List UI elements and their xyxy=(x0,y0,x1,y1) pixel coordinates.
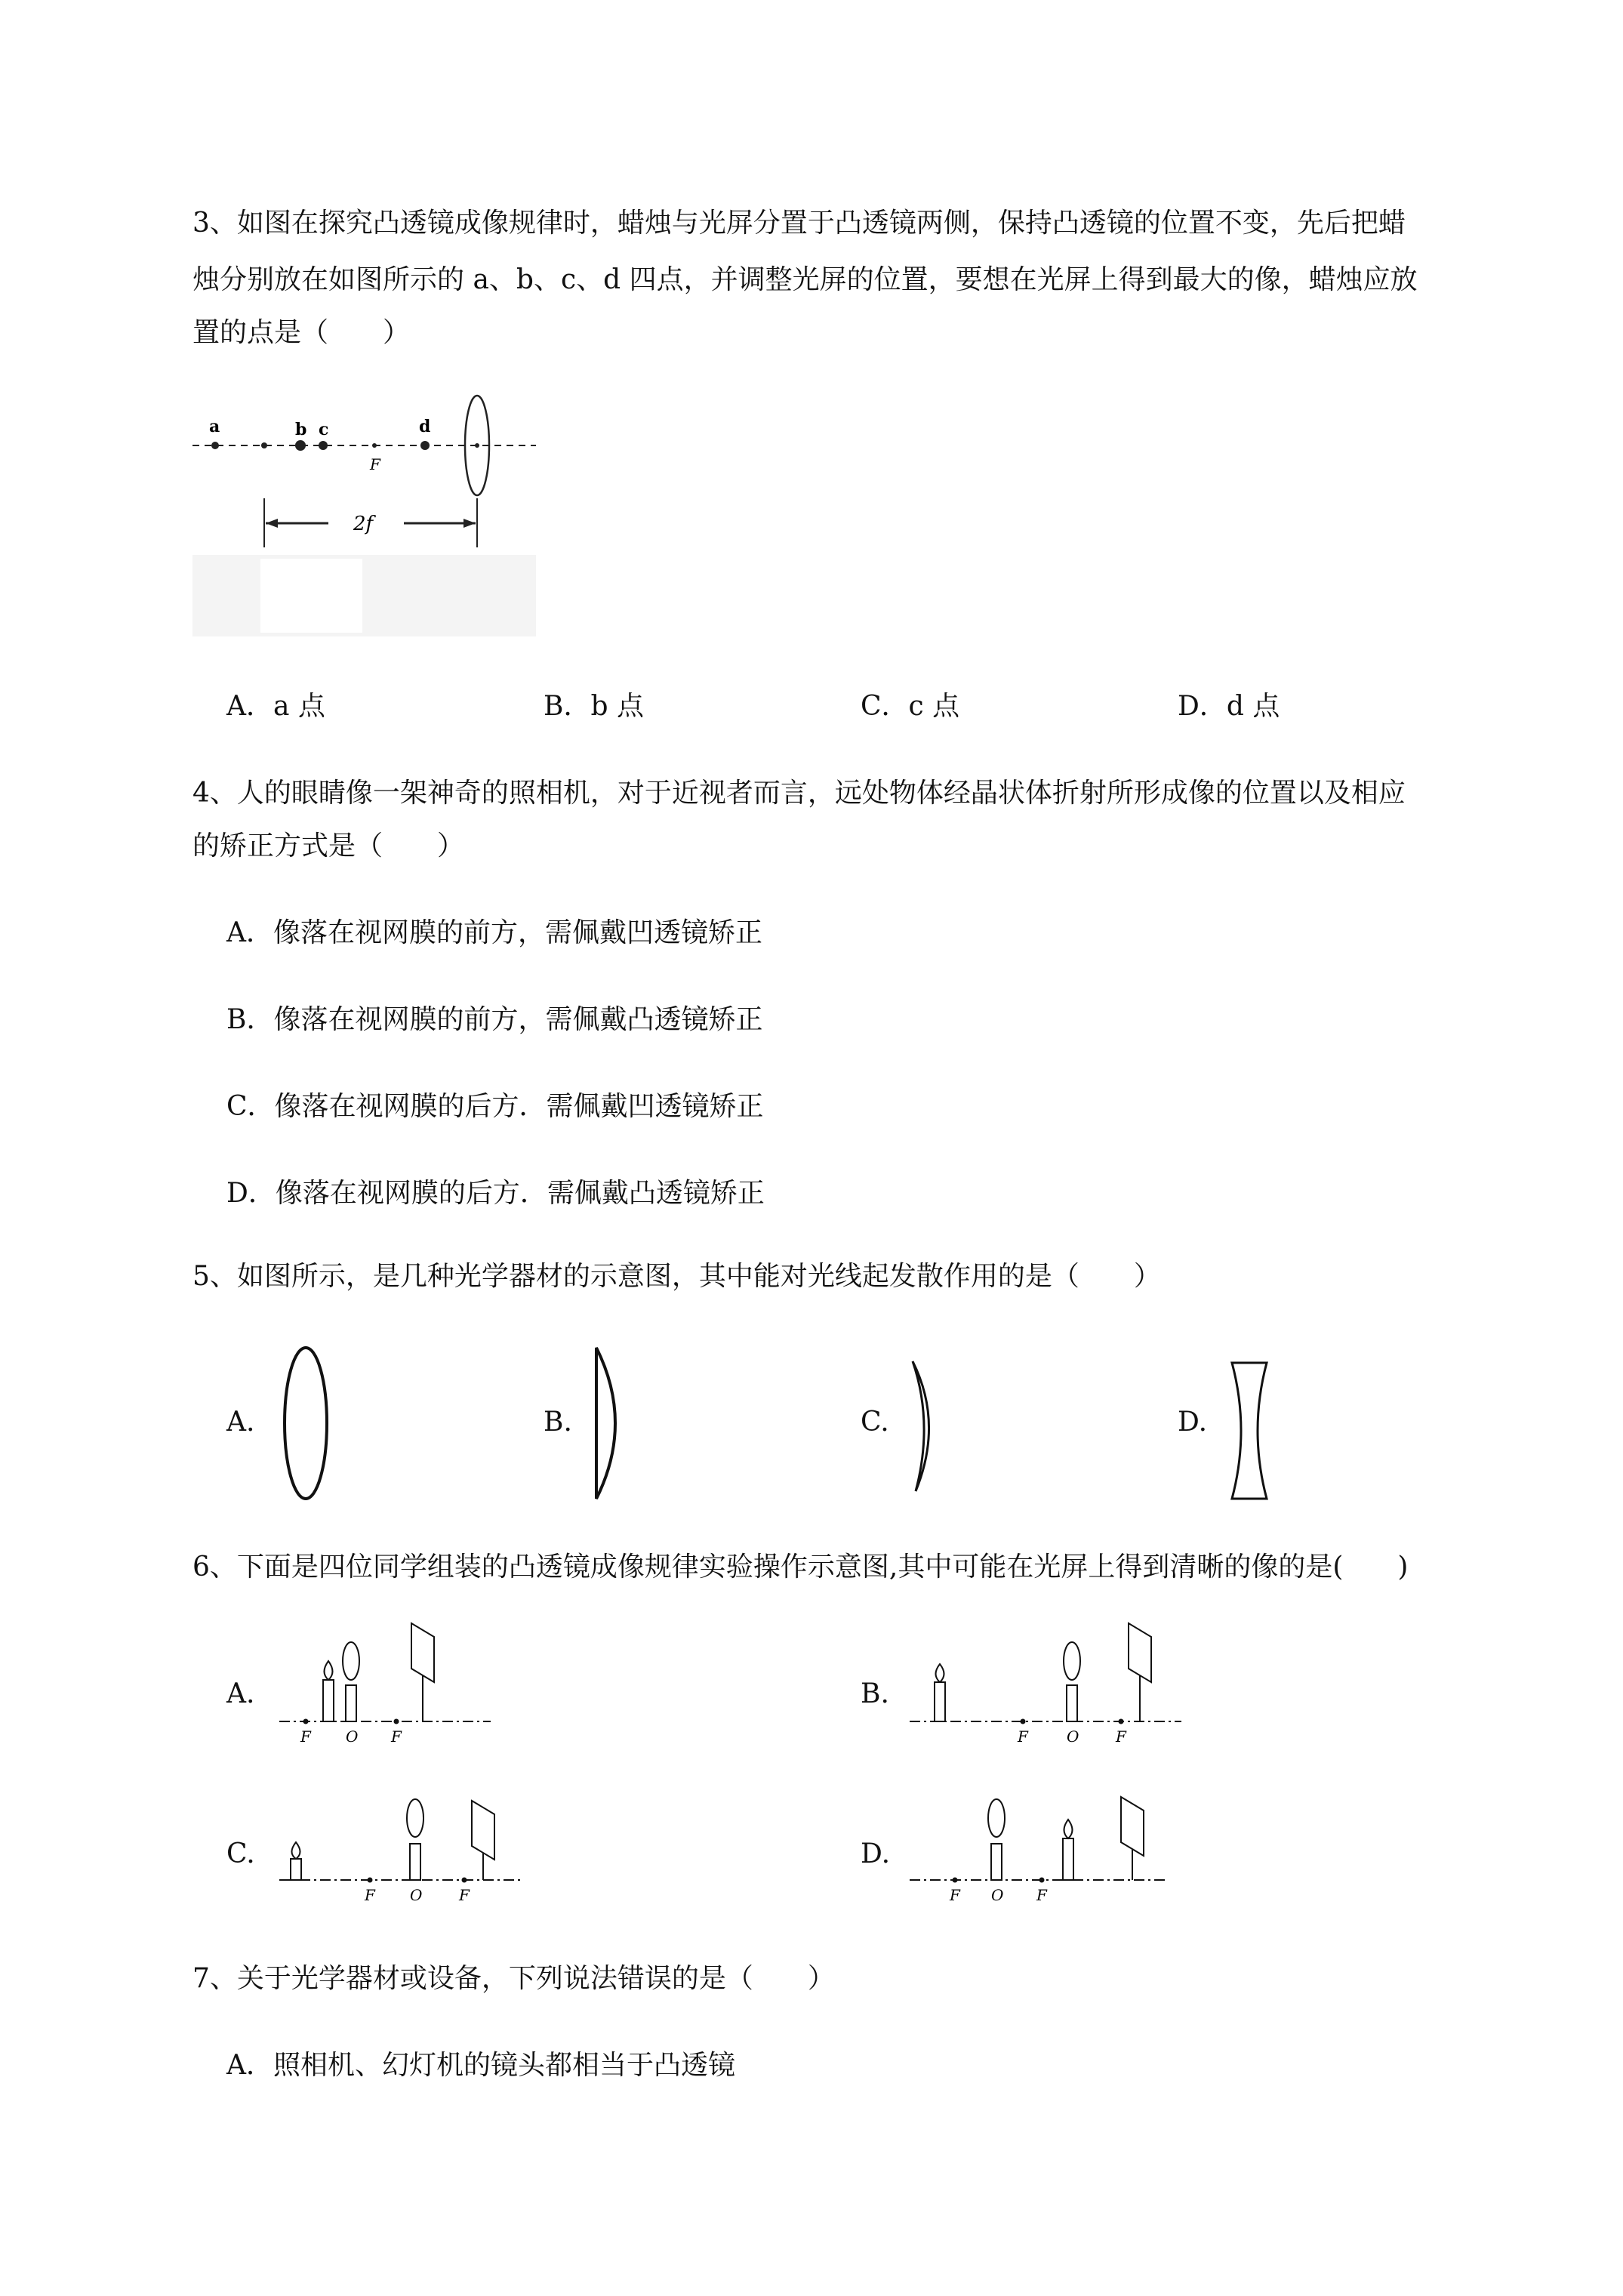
q3-line-1: 3、如图在探究凸透镜成像规律时，蜡烛与光屏分置于凸透镜两侧，保持凸透镜的位置不变，先后把蜡 xyxy=(192,208,1406,239)
svg-text:O: O xyxy=(991,1886,1004,1904)
point-b xyxy=(295,440,306,451)
q4-line-1: 4、人的眼睛像一架神奇的照相机，对于近视者而言，远处物体经晶状体折射所形成像的位置以及相应 xyxy=(192,778,1406,809)
plano-convex-lens-figure xyxy=(585,1340,638,1506)
svg-text:F: F xyxy=(365,1886,375,1904)
q4-option-b[interactable]: B．像落在视网膜的前方，需佩戴凸透镜矫正 xyxy=(226,1004,763,1035)
q7-line: 7、关于光学器材或设备，下列说法错误的是（ ） xyxy=(192,1963,835,1994)
q6-option-b[interactable]: B. xyxy=(861,1678,889,1709)
q7-option-a[interactable]: A．照相机、幻灯机的镜头都相当于凸透镜 xyxy=(226,2050,735,2081)
label-F: F xyxy=(370,455,380,473)
q3-line-3: 置的点是（ ） xyxy=(192,317,411,348)
point-a xyxy=(211,442,219,449)
q5-option-a[interactable]: A. xyxy=(226,1407,255,1438)
q6-setup-b xyxy=(902,1616,1189,1759)
q6-setup-c xyxy=(272,1774,528,1918)
q5-option-d[interactable]: D. xyxy=(1178,1407,1208,1438)
q3-lens-figure xyxy=(189,385,551,642)
q5-option-c[interactable]: C. xyxy=(861,1407,889,1438)
q6-option-c[interactable]: C. xyxy=(226,1838,255,1869)
focal-point xyxy=(372,443,377,448)
q5-line: 5、如图所示，是几种光学器材的示意图，其中能对光线起发散作用的是（ ） xyxy=(192,1261,1161,1292)
svg-text:O: O xyxy=(346,1727,359,1746)
svg-text:F: F xyxy=(1018,1727,1028,1746)
svg-text:O: O xyxy=(1067,1727,1079,1746)
q4-option-d[interactable]: D．像落在视网膜的后方．需佩戴凸透镜矫正 xyxy=(226,1178,765,1209)
q3-option-a[interactable]: A．a 点 xyxy=(226,691,325,722)
q4-option-c[interactable]: C．像落在视网膜的后方．需佩戴凹透镜矫正 xyxy=(226,1091,764,1122)
label-b: b xyxy=(295,420,307,439)
svg-text:F: F xyxy=(1116,1727,1126,1746)
q6-option-d[interactable]: D. xyxy=(861,1838,891,1869)
q6-setup-d xyxy=(902,1774,1174,1918)
svg-text:O: O xyxy=(410,1886,423,1904)
label-a: a xyxy=(209,417,220,436)
biconcave-lens-figure xyxy=(1223,1355,1276,1506)
q6-setup-a xyxy=(272,1616,498,1759)
q4-line-2: 的矫正方式是（ ） xyxy=(192,831,465,861)
q6-line: 6、下面是四位同学组装的凸透镜成像规律实验操作示意图,其中可能在光屏上得到清晰的像的是( ) xyxy=(192,1552,1409,1583)
q6-option-a[interactable]: A. xyxy=(226,1678,255,1709)
svg-text:F: F xyxy=(459,1886,470,1904)
svg-text:F: F xyxy=(1036,1886,1047,1904)
biconvex-lens-figure xyxy=(276,1340,336,1506)
q4-option-a[interactable]: A．像落在视网膜的前方，需佩戴凹透镜矫正 xyxy=(226,917,762,948)
q3-option-c[interactable]: C．c 点 xyxy=(861,691,960,722)
q3-line-2: 烛分别放在如图所示的 a、b、c、d 四点，并调整光屏的位置，要想在光屏上得到最大的像，蜡烛应放 xyxy=(192,264,1418,295)
svg-text:F: F xyxy=(950,1886,960,1904)
meniscus-lens-figure xyxy=(902,1355,947,1506)
label-2f: 2f xyxy=(353,513,374,535)
q5-option-b[interactable]: B. xyxy=(544,1407,572,1438)
svg-text:F: F xyxy=(391,1727,402,1746)
q3-option-b[interactable]: B．b 点 xyxy=(544,691,644,722)
svg-text:F: F xyxy=(300,1727,311,1746)
point-d xyxy=(420,441,430,450)
point-c xyxy=(319,441,328,450)
q3-option-d[interactable]: D．d 点 xyxy=(1178,691,1280,722)
label-d: d xyxy=(419,417,431,436)
label-c: c xyxy=(319,420,329,439)
